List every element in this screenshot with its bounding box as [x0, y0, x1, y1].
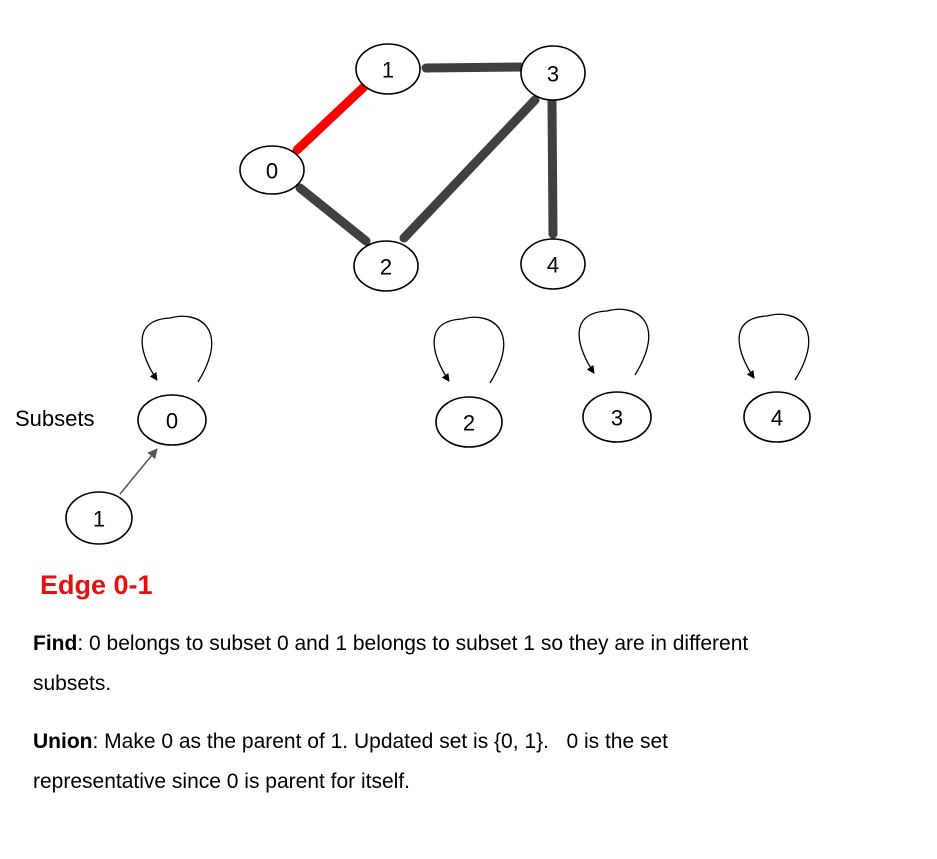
find-paragraph [33, 624, 913, 664]
subset-node-4 [744, 392, 810, 442]
subset-node-label: 4 [770, 405, 784, 431]
graph-edge-1-3 [426, 67, 521, 68]
union-paragraph-line-2 [33, 762, 913, 802]
subset-nodes [66, 392, 810, 544]
graph-edges [297, 67, 553, 241]
union-text: : Make 0 as the parent of 1. Updated set is {0, 1}. 0 is the set [92, 730, 668, 753]
find-text: : 0 belongs to subset 0 and 1 belongs to subset 1 so they are in different [77, 632, 749, 655]
graph-node-1 [356, 44, 420, 94]
subset-node-1 [66, 492, 132, 544]
graph-node-label: 0 [265, 158, 279, 184]
graph-node-label: 1 [381, 57, 395, 83]
subset-node-label: 2 [462, 410, 476, 436]
subset-node-2 [436, 397, 502, 447]
graph-node-label: 2 [379, 254, 393, 280]
graph-node-label: 3 [546, 61, 560, 87]
union-paragraph [33, 722, 913, 762]
self-loop-2 [434, 317, 504, 383]
union-text-2: representative since 0 is parent for itself. [33, 770, 411, 793]
graph-edge-2-3 [404, 100, 535, 238]
subset-node-0 [138, 395, 206, 445]
self-loop-4 [739, 314, 809, 380]
self-loop-0 [142, 316, 212, 382]
parent-arrow-1-to-0 [120, 449, 157, 494]
graph-edge-0-2 [300, 188, 366, 241]
graph-node-0 [240, 146, 304, 194]
graph-nodes [240, 44, 585, 291]
find-text-2: subsets. [33, 672, 112, 695]
self-loop-3 [579, 309, 649, 375]
subset-node-label: 3 [610, 405, 624, 431]
graph-edge-0-1 [297, 85, 366, 150]
step-title: Edge 0-1 [40, 570, 153, 600]
find-label: Find [33, 632, 78, 655]
graph-node-2 [354, 241, 418, 291]
graph-edge-3-4 [552, 102, 553, 234]
subset-node-label: 0 [165, 408, 179, 434]
union-label: Union [33, 730, 93, 753]
subset-self-loops [142, 309, 809, 383]
find-paragraph-line-2 [33, 664, 913, 704]
graph-node-3 [521, 46, 585, 100]
graph-node-label: 4 [546, 252, 560, 278]
subsets-caption: Subsets [15, 406, 95, 431]
subset-node-label: 1 [92, 506, 106, 532]
subset-node-3 [583, 392, 651, 442]
graph-node-4 [521, 239, 585, 289]
